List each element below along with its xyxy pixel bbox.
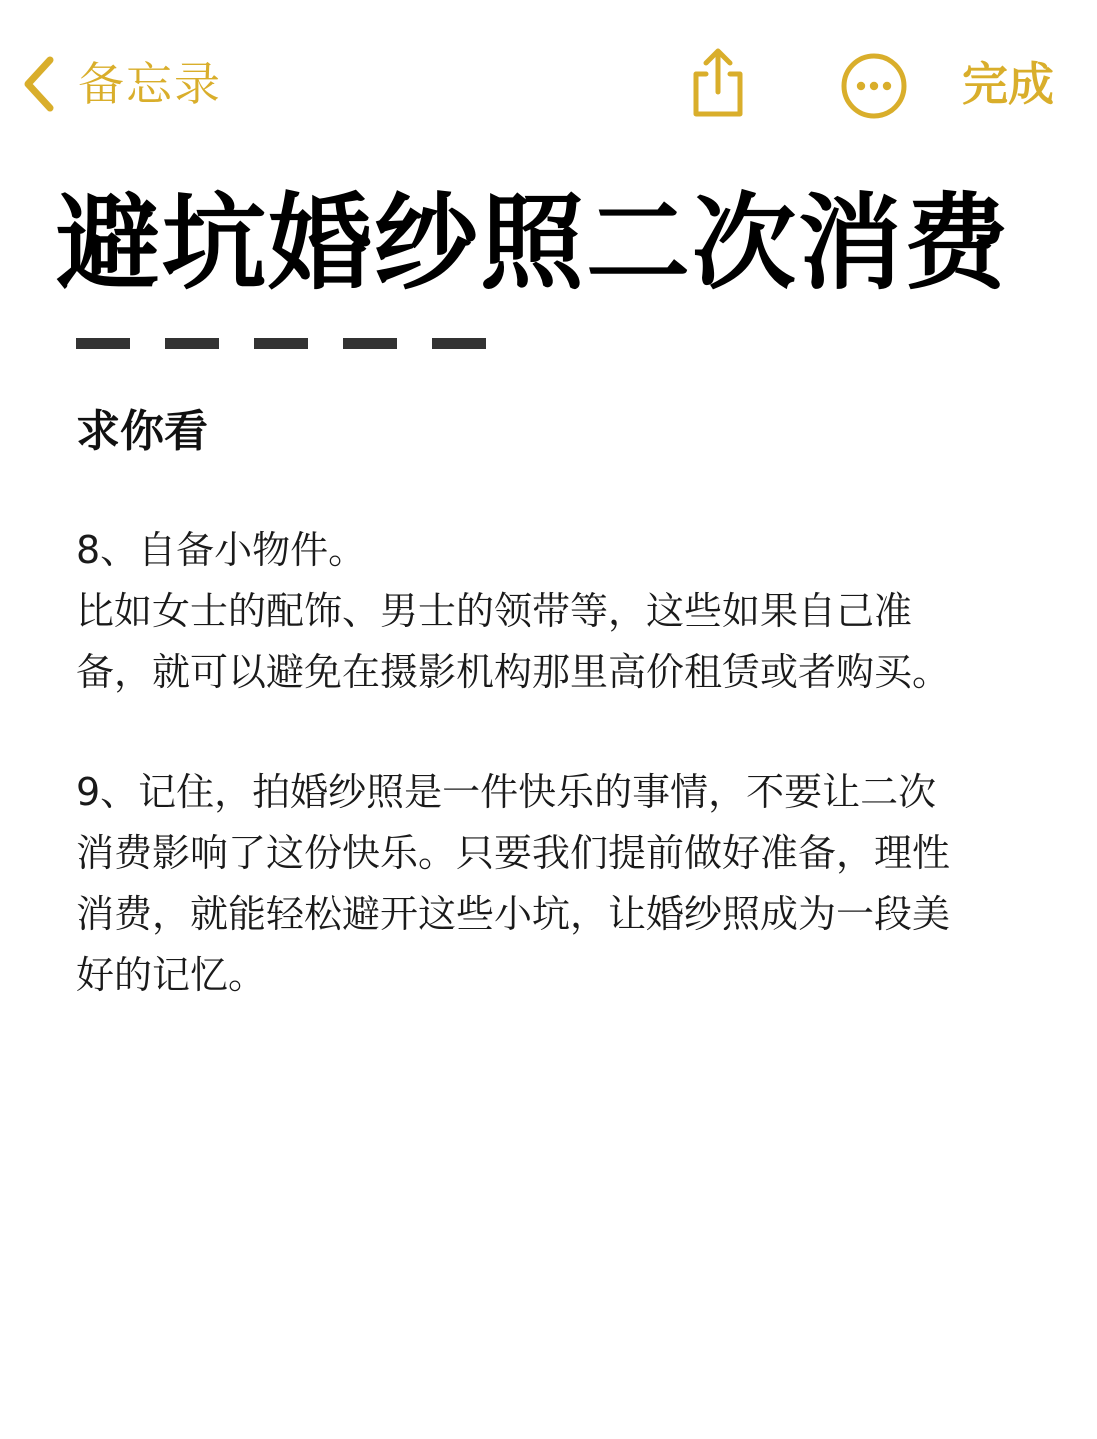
dashed-divider [76, 338, 486, 349]
share-button[interactable] [686, 46, 750, 118]
paragraph-line: 好的记忆。 [76, 953, 267, 997]
paragraph-line: 消费影响了这份快乐。只要我们提前做好准备，理性 [76, 831, 951, 875]
paragraph-line: 备，就可以避免在摄影机构那里高价租赁或者购买。 [76, 650, 951, 694]
paragraph-line: 8、自备小物件。 [76, 528, 367, 572]
paragraph-line: 9、记住，拍婚纱照是一件快乐的事情，不要让二次 [76, 770, 937, 814]
note-paragraph [76, 762, 1036, 1006]
more-options-button[interactable] [840, 52, 908, 120]
done-button[interactable]: 完成 [962, 57, 1054, 111]
divider-dash [432, 338, 486, 349]
ellipsis-circle-icon [840, 105, 908, 124]
chevron-left-icon [22, 55, 56, 113]
divider-dash [165, 338, 219, 349]
note-subtitle: 求你看 [76, 406, 208, 457]
note-title: 避坑婚纱照二次消费 [56, 182, 1011, 304]
paragraph-line: 比如女士的配饰、男士的领带等，这些如果自己准 [76, 589, 913, 633]
back-button[interactable] [22, 52, 222, 116]
navigation-bar [0, 0, 1097, 170]
divider-dash [76, 338, 130, 349]
note-paragraph [76, 520, 1036, 703]
back-label: 备忘录 [78, 57, 222, 111]
share-icon [686, 103, 750, 122]
divider-dash [343, 338, 397, 349]
divider-dash [254, 338, 308, 349]
paragraph-line: 消费，就能轻松避开这些小坑，让婚纱照成为一段美 [76, 892, 951, 936]
